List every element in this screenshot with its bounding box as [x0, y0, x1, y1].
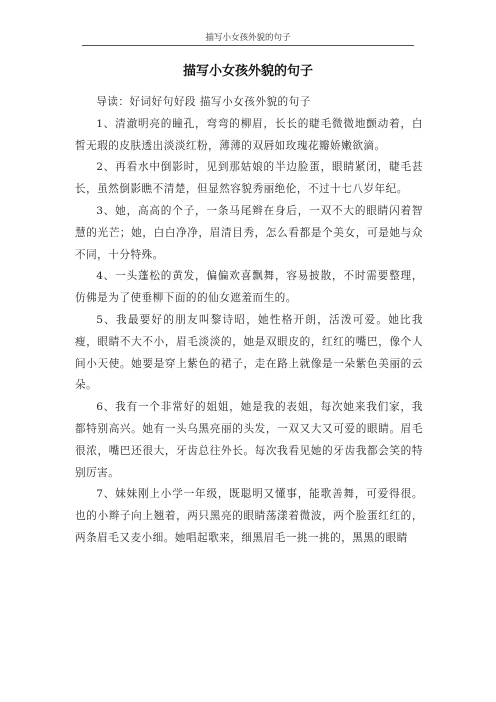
intro-paragraph: 导读：好词好句好段 描写小女孩外貌的句子	[96, 96, 311, 108]
paragraph-1: 1、清澈明亮的瞳孔，弯弯的柳眉，长长的睫毛微微地颤动着，白皙无瑕的皮肤透出淡淡红粉，薄薄的双唇如玫瑰花瓣娇嫩欲滴。	[75, 117, 423, 152]
header-title: 描写小女孩外貌的句子	[205, 33, 291, 43]
paragraph-4: 4、一头蓬松的黄发，偏偏欢喜飘舞，容易披散，不时需要整理，仿佛是为了使垂柳下面的的仙女遮羞而生的。	[75, 270, 423, 305]
paragraph-7: 7、妹妹刚上小学一年级，既聪明又懂事，能歌善舞，可爱得很。也的小辫子向上翘着，两只黑亮的眼睛荡漾着微波，两个脸蛋红红的，两条眉毛又麦小细。她唱起歌来，细黑眉毛一挑一挑的，黑黑的眼睛	[75, 488, 423, 544]
page-header	[82, 0, 414, 46]
document-body	[75, 92, 423, 550]
paragraph-2: 2、再看水中倒影时，见到那姑娘的半边脸蛋，眼睛紧闭，睫毛甚长，虽然倒影瞧不清楚，但显然容貌秀丽绝伦，不过十七八岁年纪。	[75, 161, 423, 196]
paragraph-6: 6、我有一个非常好的姐姐，她是我的表姐，每次她来我们家，我都特别高兴。她有一头乌黑亮丽的头发，一双又大又可爱的眼睛。眉毛很浓，嘴巴还很大，牙齿总往外长。每次我看见她的牙齿我都会笑的特别厉害。	[75, 401, 423, 479]
paragraph-3: 3、她，高高的个子，一条马尾辫在身后，一双不大的眼睛闪着智慧的光芒；她，白白净净，眉清目秀，怎么看都是个美女，可是她与众不同，十分特殊。	[75, 204, 423, 261]
document-title: 描写小女孩外貌的句子	[182, 64, 313, 79]
paragraph-5: 5、我最要好的朋友叫黎诗昭，她性格开朗，活泼可爱。她比我瘦，眼睛不大不小，眉毛淡淡的，她是双眼皮的，红红的嘴巴，像个人间小天使。她要是穿上紫色的裙子，走在路上就像是一朵紫色美丽的云朵。	[75, 313, 423, 392]
